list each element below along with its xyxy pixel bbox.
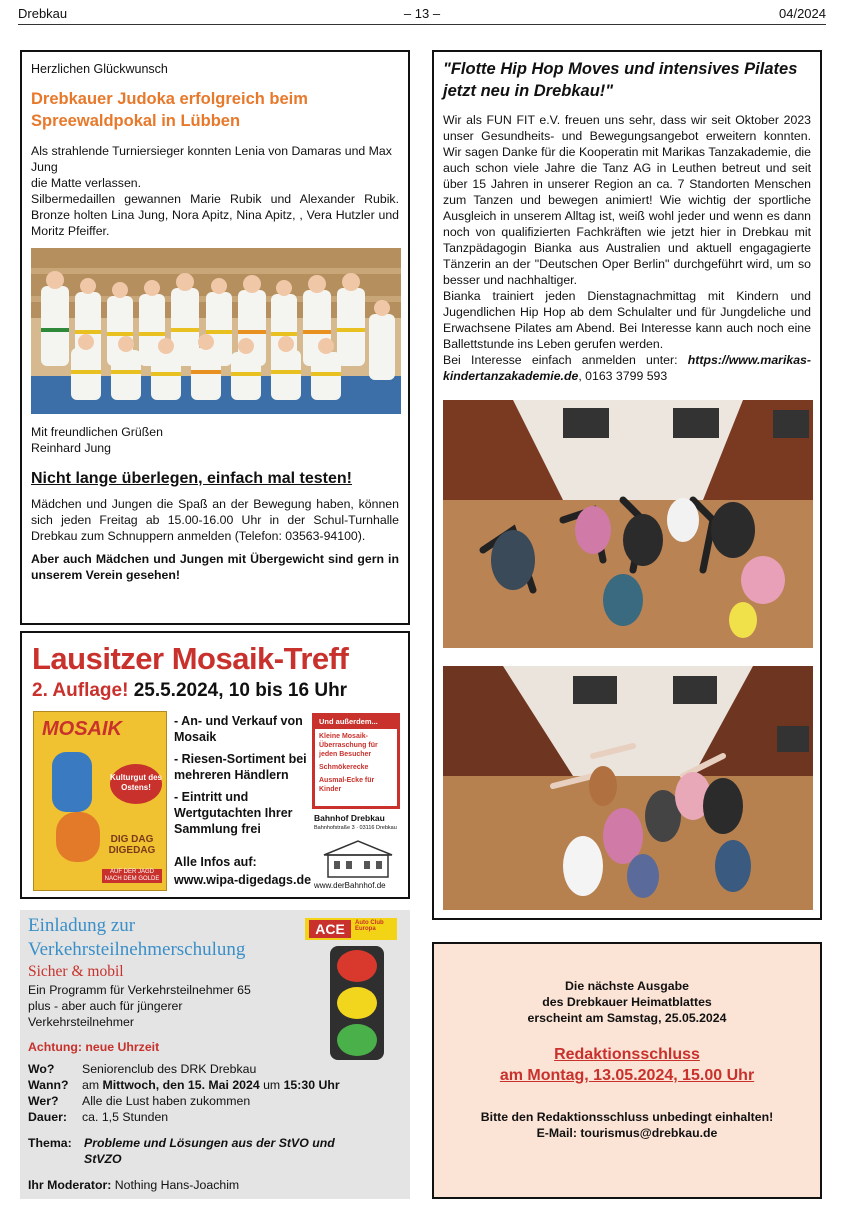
dance-photo-2 [443, 666, 813, 910]
judo-text-1b: die Matte verlassen. [31, 176, 142, 190]
cover-dig: DIG DAG DIGEDAG [108, 834, 156, 856]
traffic-topic [28, 1135, 342, 1167]
hiphop-title: "Flotte Hip Hop Moves und intensives Pilates jetzt neu in Drebkau!" [443, 60, 798, 100]
detail-value: um [259, 1078, 284, 1092]
detail-value-date: Mittwoch, den 15. Mai 2024 [102, 1078, 260, 1092]
hiphop-website: https://www.marikas-kindertanzakademie.de [443, 353, 811, 383]
detail-value-time: 15:30 Uhr [283, 1078, 340, 1092]
dance-photo-1 [443, 400, 813, 648]
issue-date: 04/2024 [779, 6, 826, 21]
traffic-course-box [20, 910, 410, 1199]
mosaik-ad [20, 631, 410, 899]
bahnhof-address: Bahnhofstraße 3 · 03116 Drebkau [314, 825, 397, 831]
detail-key: Wann? [28, 1078, 69, 1092]
judo-title: Drebkauer Judoka erfolgreich beim Spreewaldpokal in Lübben [31, 90, 308, 130]
moderator-name: Nothing Hans-Joachim [111, 1178, 240, 1192]
judo-signature: Reinhard Jung [31, 441, 111, 455]
detail-key: Dauer: [28, 1110, 67, 1124]
judo-group-photo [31, 248, 401, 414]
mosaik-cover-image [33, 711, 167, 891]
traffic-description: Ein Programm für Verkehrsteilnehmer 65 plus - aber auch für jüngerer Verkehrsteilnehmer [28, 983, 251, 1029]
mosaik-website: www.wipa-digedags.de [174, 873, 312, 887]
deadline-reminder: Bitte den Redaktionsschluss unbedingt einhalten! [480, 1110, 774, 1124]
hiphop-text-2: Bianka trainiert jeden Dienstagnachmittag mit Kindern und Jugendlichen Hip Hop ab dem Schulalter und für Jungdeliche und Erwachsene Pilates am Abend. Bei Interesse kann auch noch eine Ballettstunde ins Leben gerufen werden. [443, 289, 811, 351]
traffic-title-2: Verkehrsteilnehmerschulung [28, 939, 246, 960]
mosaik-bullet: - Riesen-Sortiment bei mehreren Händlern [174, 752, 307, 782]
mosaik-date: 25.5.2024, 10 bis 16 Uhr [133, 680, 348, 701]
detail-value: am [82, 1078, 103, 1092]
traffic-details [28, 1061, 340, 1125]
ace-logo [305, 918, 397, 940]
notice-line-1: Die nächste Ausgabe [565, 979, 689, 993]
hiphop-text-3: Bei Interesse einfach anmelden unter: [443, 353, 688, 367]
deadline-title: Redaktionsschluss [554, 1046, 700, 1063]
judo-text-1a: Als strahlende Turniersieger konnten Lenia von Damaras und Max Jung [31, 144, 392, 174]
page-number: – 13 – [403, 6, 441, 21]
judo-text-1c: Silbermedaillen gewannen Marie Rubik und Alexander Rubik. Bronze holten Lina Jung, Nora Apitz, Nina Apitz, , Vera Hutzler und Moritz Pfeiffer. [31, 192, 399, 238]
judo-closing: Mit freundlichen Grüßen [31, 425, 163, 439]
ace-logo-text: Auto Club Europa [355, 920, 384, 932]
bahnhof-url: www.derBahnhof.de [314, 881, 386, 890]
judo-article [20, 50, 410, 625]
header-rule [18, 24, 826, 25]
mosaik-bullets [174, 713, 324, 843]
judo-subtitle: Nicht lange überlegen, einfach mal testen! [31, 470, 352, 487]
mosaik-extras-box [312, 713, 400, 809]
bahnhof-name: Bahnhof Drebkau [314, 813, 385, 823]
detail-value: Alle die Lust haben zukommen [82, 1094, 251, 1108]
judo-invite-text: Mädchen und Jungen die Spaß an der Bewegung haben, können sich jeden Freitag ab 15.00-16.00 Uhr in der Schul-Turnhalle Drebkau zum Schnuppern anmelden (Telefon: 03563-94100). [31, 497, 399, 543]
traffic-subtitle: Sicher & mobil [28, 963, 124, 980]
detail-key: Wo? [28, 1062, 55, 1076]
header-town: Drebkau [18, 6, 68, 21]
bahnhof-label [314, 813, 397, 833]
traffic-notice: Achtung: neue Uhrzeit [28, 1040, 160, 1054]
judo-welcome-text: Aber auch Mädchen und Jungen mit Übergewicht sind gern in unserem Verein gesehen! [31, 552, 399, 582]
hiphop-article [432, 50, 822, 920]
bahnhof-building-icon [318, 837, 398, 879]
hiphop-phone: , 0163 3799 593 [578, 369, 668, 383]
extras-item: Schmökerecke [319, 764, 369, 771]
notice-line-3: erscheint am Samstag, 25.05.2024 [527, 1011, 727, 1025]
extras-item: Kleine Mosaik-Überraschung für jeden Besucher [319, 733, 378, 758]
mosaik-edition: 2. Auflage! [32, 680, 129, 701]
topic-value: Probleme und Lösungen aus der StVO und StVZO [84, 1136, 335, 1166]
extras-title: Und außerdem... [315, 716, 397, 729]
detail-key: Wer? [28, 1094, 59, 1108]
detail-value: ca. 1,5 Stunden [82, 1110, 169, 1124]
notice-line-2: des Drebkauer Heimatblattes [542, 995, 712, 1009]
ace-logo-mark: ACE [309, 920, 351, 938]
traffic-title-1: Einladung zur [28, 915, 136, 936]
cover-sub: AUF DER JAGD NACH DEM GOLDE [102, 869, 162, 883]
moderator-label: Ihr Moderator: [28, 1178, 112, 1192]
next-issue-notice [432, 942, 822, 1199]
cover-logo: MOSAIK [42, 718, 122, 740]
hiphop-text-1: Wir als FUN FIT e.V. freuen uns sehr, dass wir seit Oktober 2023 unser Gesundheits- und Bewegungsangebot erweitern konnten. Wir sagen Danke für die Kooperatin mit Marikas Tanzakademie, die auch schon viele Jahre die Tanz AG in Leuthen betreut und seit über 15 Jahren in unserer Region an ca. 7 Standorten Menschen zum Tanzen und bewegen animiert! Wie wichtig der sportliche Ausgleich in unserem Alltag ist, weiß wohl jeder und wenn es dann noch von qualifizierten Fachkräften wie jetzt hier in Drebkau mit Tanzpädagogin Bianka aus Australien und aktuell engagagierte Tänzerin an der "Deutschen Oper Berlin" durchgeführt wird, um so besser und nachhaltiger. [443, 113, 811, 287]
contact-email: E-Mail: tourismus@drebkau.de [536, 1126, 718, 1140]
traffic-light-icon [330, 946, 384, 1060]
mosaik-title: Lausitzer Mosaik-Treff [32, 641, 349, 676]
topic-key: Thema: [28, 1136, 72, 1150]
mosaik-bullet: - Eintritt und Wertgutachten Ihrer Sammlung frei [174, 790, 293, 836]
detail-value: Seniorenclub des DRK Drebkau [82, 1062, 257, 1076]
cover-badge: Kulturgut des Ostens! [110, 764, 162, 804]
deadline-date: am Montag, 13.05.2024, 15.00 Uhr [499, 1067, 755, 1084]
judo-greeting: Herzlichen Glückwunsch [31, 62, 168, 76]
mosaik-infos-label: Alle Infos auf: [174, 855, 257, 869]
extras-item: Ausmal-Ecke für Kinder [319, 777, 375, 793]
mosaik-bullet: - An- und Verkauf von Mosaik [174, 714, 303, 744]
